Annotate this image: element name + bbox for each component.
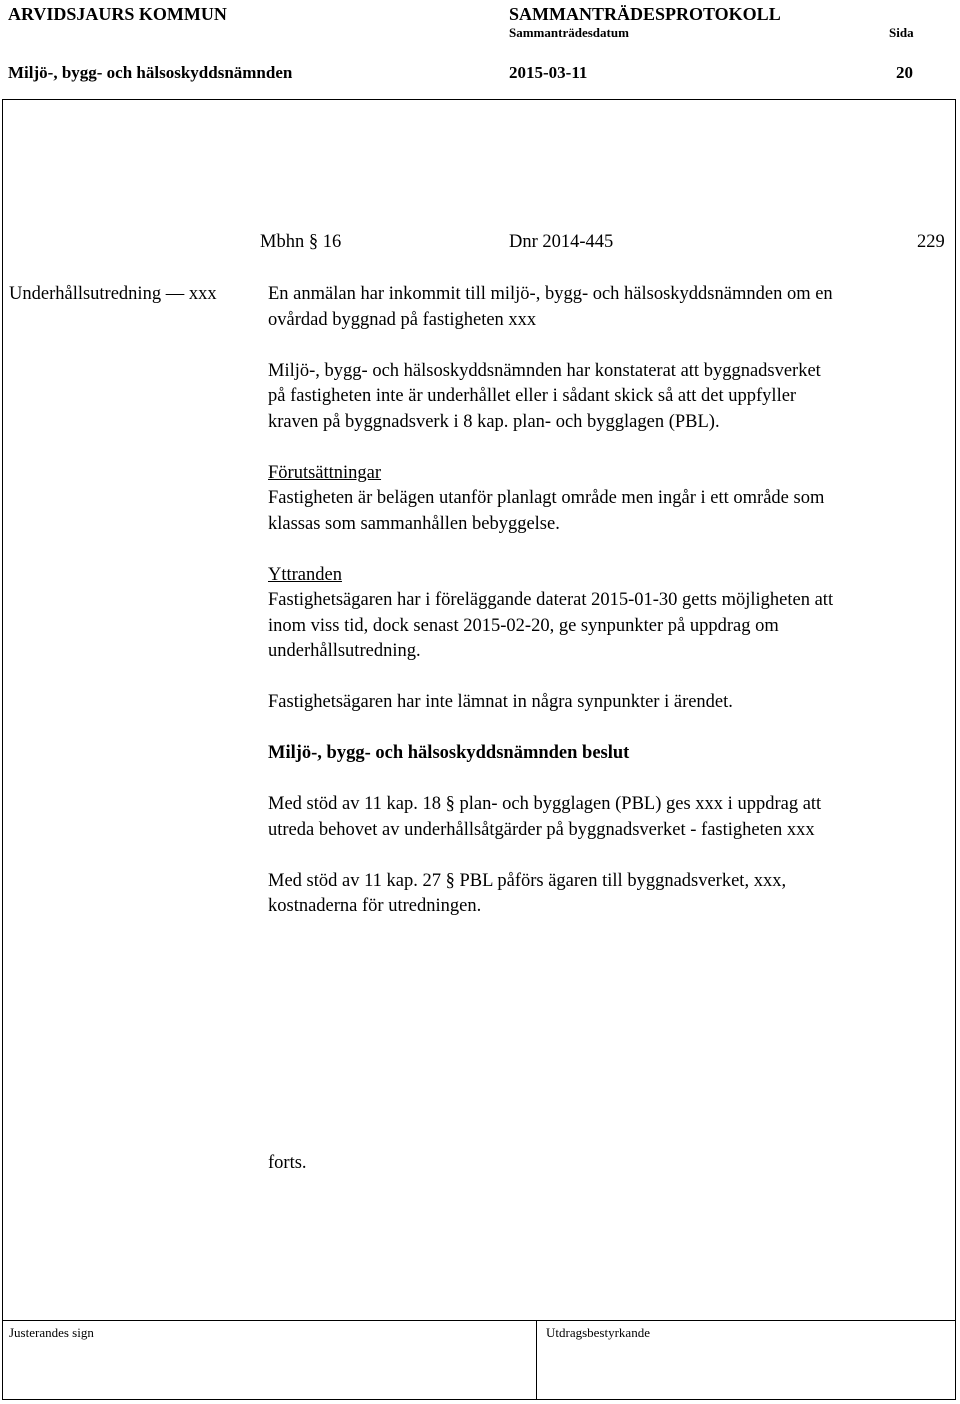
decision-paragraph-1: Med stöd av 11 kap. 18 § plan- och bygglagen (PBL) ges xxx i uppdrag att utreda behovet av underhållsåtgärder på byggnadsverket - fastigheten xxx	[268, 794, 822, 840]
footer-divider	[536, 1321, 537, 1399]
decision-paragraph-2: Med stöd av 11 kap. 27 § PBL påförs ägaren till byggnadsverket, xxx, kostnaderna för utredningen.	[268, 870, 787, 916]
certification-label: Utdragsbestyrkande	[546, 1325, 650, 1340]
case-section: Mbhn § 16	[260, 232, 342, 252]
meeting-date-label: Sammanträdesdatum	[509, 25, 629, 40]
case-subject: Underhållsutredning — xxx	[9, 284, 217, 304]
statements-section: Yttranden Fastighetsägaren har i föreläggande daterat 2015-01-30 getts möjligheten att inom viss tid, dock senast 2015-02-20, ge synpunkter på uppdrag om underhållsutredning.	[268, 563, 958, 665]
case-dnr: Dnr 2014-445	[509, 232, 614, 252]
prerequisites-heading: Förutsättningar	[268, 462, 382, 483]
continued-marker: forts.	[268, 1153, 307, 1173]
signature-label: Justerandes sign	[9, 1325, 94, 1340]
decision-heading: Miljö-, bygg- och hälsoskyddsnämnden beslut	[268, 743, 630, 763]
organization-name: ARVIDSJAURS KOMMUN	[8, 4, 227, 24]
protocol-title: SAMMANTRÄDESPROTOKOLL	[509, 4, 781, 24]
intro-paragraph: En anmälan har inkommit till miljö-, bygg- och hälsoskyddsnämnden om en ovårdad byggnad på fastigheten xxx	[268, 284, 833, 330]
page-label: Sida	[889, 25, 914, 40]
board-name: Miljö-, bygg- och hälsoskyddsnämnden	[8, 63, 293, 82]
no-comments-paragraph: Fastighetsägaren har inte lämnat in några synpunkter i ärendet.	[268, 692, 733, 712]
prerequisites-section: Förutsättningar Fastigheten är belägen utanför planlagt område men ingår i ett område som klassas som sammanhållen bebyggelse.	[268, 461, 958, 538]
minutes-body	[268, 282, 958, 920]
meeting-date: 2015-03-11	[509, 63, 588, 82]
signature-footer	[2, 1320, 956, 1400]
page-number: 20	[896, 63, 913, 82]
case-number: 229	[917, 232, 945, 252]
statements-heading: Yttranden	[268, 564, 342, 585]
finding-paragraph: Miljö-, bygg- och hälsoskyddsnämnden har konstaterat att byggnadsverket på fastigheten inte är underhållet eller i sådant skick så att det uppfyller kraven på byggnadsverk i 8 kap. plan- och bygglagen (PBL).	[268, 360, 821, 432]
